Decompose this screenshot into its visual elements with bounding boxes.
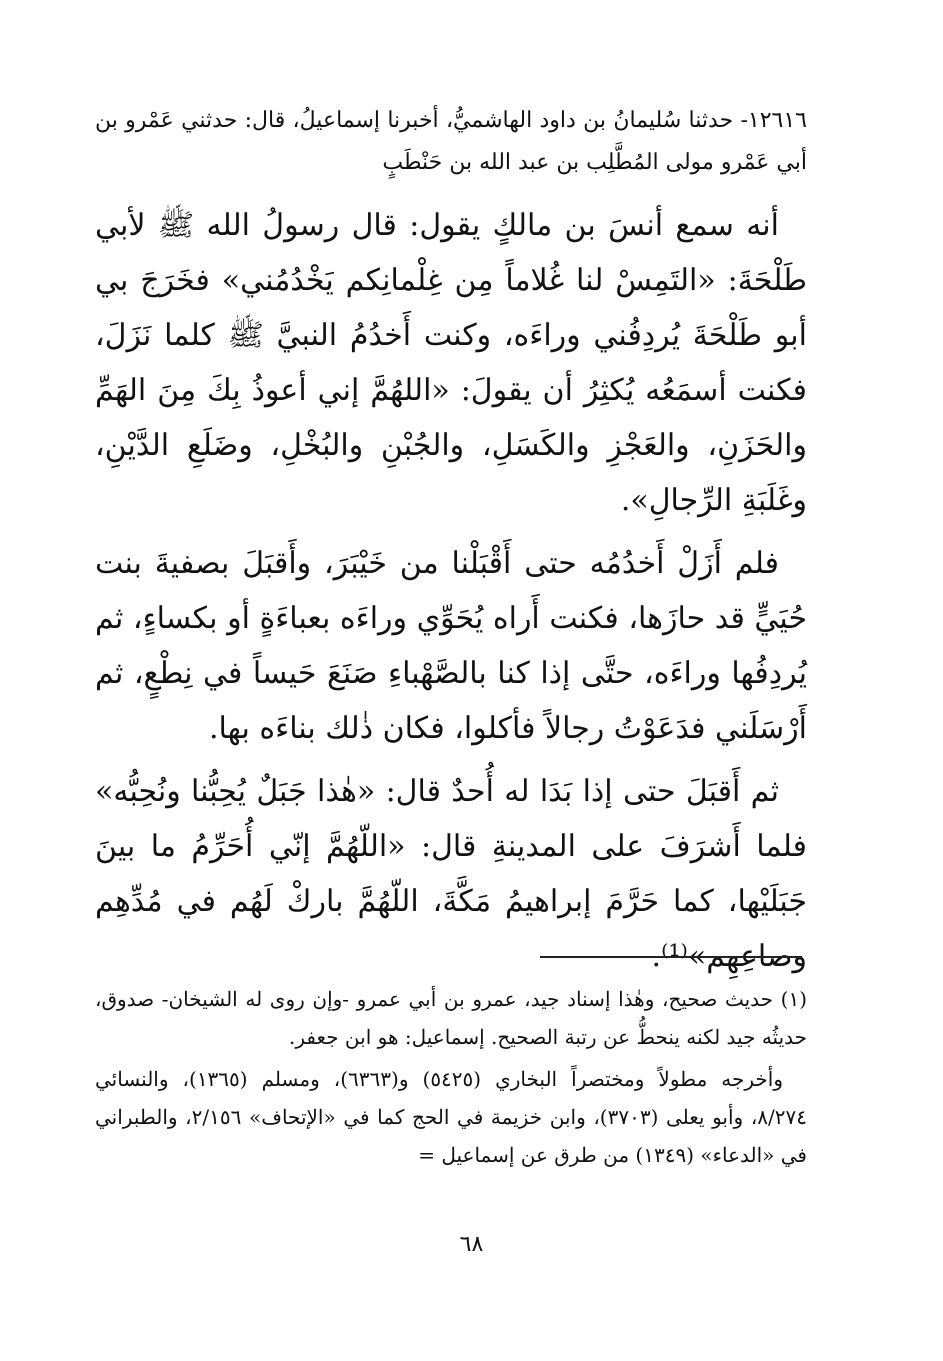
footnotes	[95, 980, 807, 1178]
footnote-2: وأخرجه مطولاً ومختصراً البخاري (٥٤٢٥) و(٦٣٦٣)، ومسلم (١٣٦٥)، والنسائي ٨/٢٧٤، وأبو يعلى (٣٧٠٣)، وابن خزيمة في الحج كما في «الإتحاف» ٢/١٥٦، والطبراني في «الدعاء» (١٣٤٩) من طرق عن إسماعيل =	[95, 1067, 807, 1167]
footnote-separator	[540, 956, 802, 958]
footnote-1: (١) حديث صحيح، وهٰذا إسناد جيد، عمرو بن أبي عمرو -وإن روى له الشيخان- صدوق، حديثُه جيد لكنه ينحطُّ عن رتبة الصحيح. إسماعيل: هو ابن جعفر.	[95, 987, 807, 1049]
main-text	[95, 100, 807, 992]
hadith-isnad: ١٢٦١٦- حدثنا سُليمانُ بن داود الهاشميُّ، أخبرنا إسماعيلُ، قال: حدثني عَمْرو بن أبي عَمْرو مولى المُطَّلِب بن عبد الله بن حَنْطَبٍ	[95, 108, 807, 175]
hadith-paragraph-3: ثم أَقبَلَ حتى إذا بَدَا له أُحدٌ قال: «هٰذا جَبَلٌ يُحِبُّنا ونُحِبُّه» فلما أَشرَفَ على المدينةِ قال: «اللّهُمَّ إنّي أُحَرِّمُ ما بينَ جَبَلَيْها، كما حَرَّمَ إبراهيمُ مَكَّةَ، اللّهُمَّ باركْ لَهُم في مُدِّهِم وصاعِهِم»⁽¹⁾.	[95, 774, 807, 974]
hadith-paragraph-1: أنه سمع أنسَ بن مالكٍ يقول: قال رسولُ الله ﷺ لأبي طَلْحَةَ: «التَمِسْ لنا غُلاماً مِن غِلْمانِكم يَخْدُمُني» فخَرَجَ بي أبو طَلْحَةَ يُردِفُني وراءَه، وكنت أَخدُمُ النبيَّ ﷺ كلما نَزَلَ، فكنت أسمَعُه يُكثِرُ أن يقولَ: «اللهُمَّ إني أعوذُ بِكَ مِنَ الهَمِّ والحَزَنِ، والعَجْزِ والكَسَلِ، والجُبْنِ والبُخْلِ، وضَلَعِ الدَّيْنِ، وغَلَبَةِ الرِّجالِ».	[95, 208, 807, 518]
page-number: ٦٨	[459, 1232, 484, 1257]
hadith-paragraph-2: فلم أَزَلْ أَخدُمُه حتى أَقْبَلْنا من خَيْبَرَ، وأَقبَلَ بصفيةَ بنت حُيَيٍّ قد حازَها، فكنت أَراه يُحَوِّي وراءَه بعباءَةٍ أو بكساءٍ، ثم يُردِفُها وراءَه، حتَّى إذا كنا بالصَّهْباءِ صَنَعَ حَيساً في نِطْعٍ، ثم أَرْسَلَني فدَعَوْتُ رجالاً فأكلوا، فكان ذٰلك بناءَه بها.	[95, 546, 807, 746]
